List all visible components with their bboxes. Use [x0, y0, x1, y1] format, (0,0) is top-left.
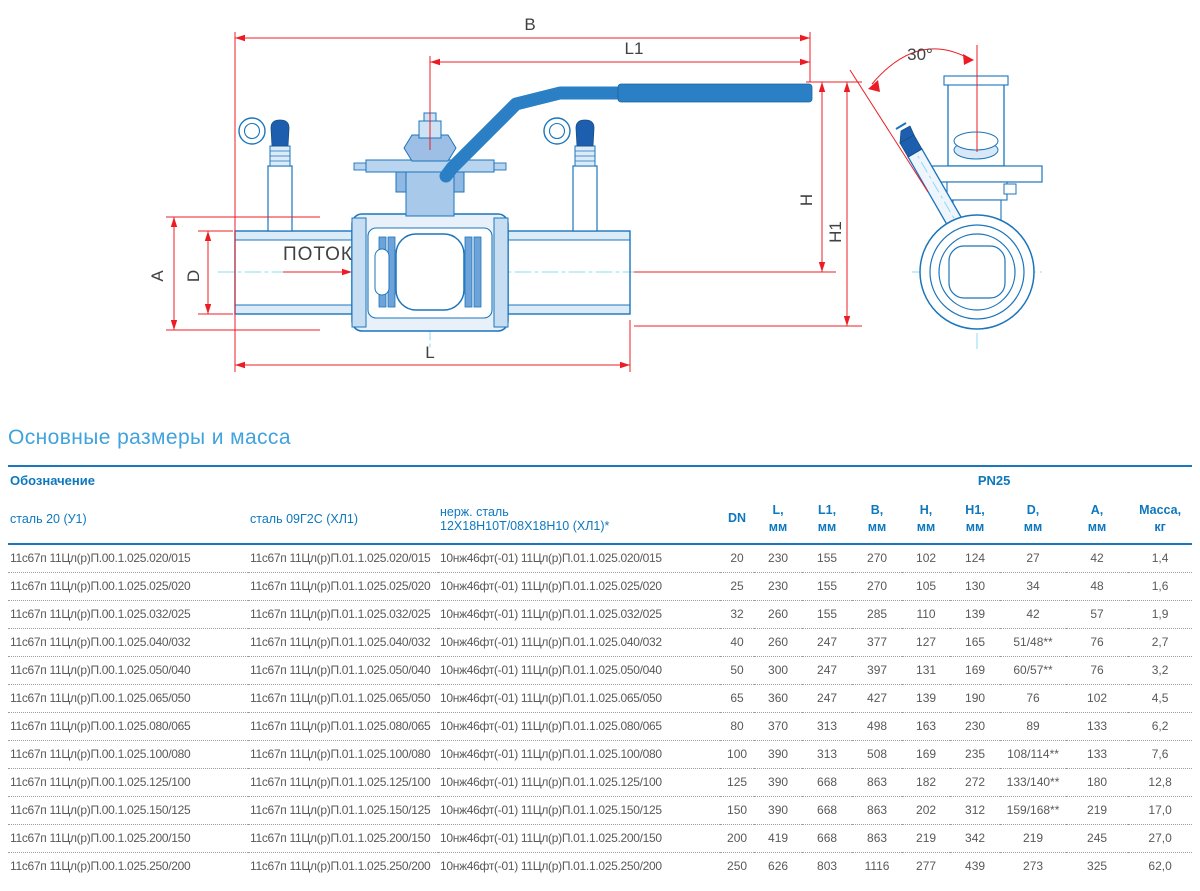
- table-cell: 668: [802, 768, 852, 796]
- table-cell: 131: [902, 656, 950, 684]
- table-cell: 11с67п 11Цл(р)П.00.1.025.250/200: [10, 859, 191, 874]
- table-cell: 10нж46фт(-01) 11Цл(р)П.01.1.025.065/050: [438, 684, 720, 712]
- table-row: [8, 824, 1192, 852]
- flow-label: ПОТОК: [282, 244, 354, 265]
- dim-label-a: A: [148, 270, 167, 282]
- table-group-header-row: [8, 466, 1192, 494]
- table-cell: 11с67п 11Цл(р)П.00.1.025.032/025: [8, 600, 248, 628]
- table-cell: 390: [754, 768, 802, 796]
- table-cell: 11с67п 11Цл(р)П.00.1.025.040/032: [8, 628, 248, 656]
- table-cell: 190: [950, 684, 1000, 712]
- table-cell: 155: [802, 600, 852, 628]
- table-cell: 76: [1066, 656, 1128, 684]
- table-cell: 439: [965, 859, 986, 874]
- table-cell: 12,8: [1128, 768, 1192, 796]
- table-cell: 42: [1066, 544, 1128, 572]
- table-row: [8, 740, 1192, 768]
- table-cell: 803: [817, 859, 838, 874]
- dim-label-d: D: [184, 269, 203, 283]
- table-cell: 11с67п 11Цл(р)П.01.1.025.100/080: [248, 740, 438, 768]
- table-cell: 155: [802, 544, 852, 572]
- table-cell: 273: [1023, 859, 1044, 874]
- table-cell: 127: [902, 628, 950, 656]
- table-cell: 325: [1087, 859, 1108, 874]
- col-header-d: D, мм: [1000, 494, 1066, 544]
- table-cell: 1116: [864, 859, 890, 874]
- col-header-dn: DN: [720, 494, 754, 544]
- table-cell: 370: [754, 712, 802, 740]
- table-cell: 89: [1000, 712, 1066, 740]
- table-cell: 247: [802, 628, 852, 656]
- valve-handle: [446, 84, 812, 176]
- valve-drawing-svg: [0, 0, 1200, 424]
- table-cell: 62,0: [1148, 859, 1172, 874]
- table-cell: 11с67п 11Цл(р)П.00.1.025.125/100: [8, 768, 248, 796]
- table-cell: 250: [727, 859, 748, 874]
- table-cell: 397: [852, 656, 902, 684]
- col-header-h: H, мм: [902, 494, 950, 544]
- table-cell: 10нж46фт(-01) 11Цл(р)П.01.1.025.200/150: [438, 824, 720, 852]
- table-cell: 60/57**: [1000, 656, 1066, 684]
- table-cell: 102: [902, 544, 950, 572]
- table-cell: 11с67п 11Цл(р)П.01.1.025.025/020: [248, 572, 438, 600]
- table-cell: 110: [902, 600, 950, 628]
- table-cell: 313: [802, 712, 852, 740]
- page-title: Основные размеры и масса: [8, 426, 291, 449]
- col-header-stainless: [438, 494, 720, 544]
- table-cell: 76: [1066, 628, 1128, 656]
- table-cell: 390: [754, 796, 802, 824]
- table-cell: 100: [720, 740, 754, 768]
- table-cell: 202: [902, 796, 950, 824]
- col-header-mass: Масса, кг: [1128, 494, 1192, 544]
- table-cell: 626: [768, 859, 789, 874]
- table-row: [8, 796, 1192, 824]
- table-cell: 125: [720, 768, 754, 796]
- table-row: [8, 684, 1192, 712]
- table-cell: 270: [852, 544, 902, 572]
- dim-label-l1: L1: [624, 39, 644, 58]
- table-cell: 863: [852, 768, 902, 796]
- table-cell: 10нж46фт(-01) 11Цл(р)П.01.1.025.040/032: [438, 628, 720, 656]
- table-cell: 10нж46фт(-01) 11Цл(р)П.01.1.025.050/040: [438, 656, 720, 684]
- table-cell: 11с67п 11Цл(р)П.01.1.025.032/025: [248, 600, 438, 628]
- table-cell: 11с67п 11Цл(р)П.01.1.025.080/065: [248, 712, 438, 740]
- table-cell: 11с67п 11Цл(р)П.00.1.025.080/065: [8, 712, 248, 740]
- table-cell: 17,0: [1128, 796, 1192, 824]
- table-cell: 11с67п 11Цл(р)П.01.1.025.250/200: [250, 859, 431, 874]
- table-cell: 11с67п 11Цл(р)П.00.1.025.200/150: [8, 824, 248, 852]
- table-row: [8, 544, 1192, 572]
- table-cell: 133: [1066, 712, 1128, 740]
- table-cell: 10нж46фт(-01) 11Цл(р)П.01.1.025.032/025: [438, 600, 720, 628]
- table-cell: 3,2: [1128, 656, 1192, 684]
- table-row: [8, 768, 1192, 796]
- table-cell: 247: [802, 656, 852, 684]
- table-cell: 10нж46фт(-01) 11Цл(р)П.01.1.025.025/020: [438, 572, 720, 600]
- table-cell: 11с67п 11Цл(р)П.01.1.025.150/125: [248, 796, 438, 824]
- table-cell: 105: [902, 572, 950, 600]
- table-cell: 230: [754, 572, 802, 600]
- table-cell: 40: [720, 628, 754, 656]
- table-cell: 11с67п 11Цл(р)П.01.1.025.125/100: [248, 768, 438, 796]
- table-cell: 7,6: [1128, 740, 1192, 768]
- table-cell: 27: [1000, 544, 1066, 572]
- table-body: [8, 544, 1192, 880]
- table-row: [8, 628, 1192, 656]
- table-cell: 272: [950, 768, 1000, 796]
- table-cell: 163: [902, 712, 950, 740]
- table-cell: 1,4: [1128, 544, 1192, 572]
- col-header-stainless-line1: нерж. сталь: [440, 504, 509, 519]
- table-cell: 1,6: [1128, 572, 1192, 600]
- table-cell: 498: [852, 712, 902, 740]
- table-cell: 48: [1066, 572, 1128, 600]
- valve-technical-drawing: [0, 0, 1200, 424]
- col-header-l: L, мм: [754, 494, 802, 544]
- table-column-header-row: [8, 494, 1192, 544]
- table-cell: 11с67п 11Цл(р)П.00.1.025.020/015: [8, 544, 248, 572]
- table-cell: 108/114**: [1000, 740, 1066, 768]
- table-cell: 10нж46фт(-01) 11Цл(р)П.01.1.025.020/015: [438, 544, 720, 572]
- table-cell: 285: [852, 600, 902, 628]
- col-header-a: A, мм: [1066, 494, 1128, 544]
- col-header-stainless-line2: 12Х18Н10Т/08Х18Н10 (ХЛ1)*: [440, 518, 610, 533]
- table-cell: 427: [852, 684, 902, 712]
- table-cell: 130: [950, 572, 1000, 600]
- table-cell: 139: [902, 684, 950, 712]
- table-cell: 20: [720, 544, 754, 572]
- table-cell: 10нж46фт(-01) 11Цл(р)П.01.1.025.250/200: [440, 859, 662, 874]
- table-cell: 27,0: [1128, 824, 1192, 852]
- table-cell: 139: [950, 600, 1000, 628]
- pn-group-header: PN25: [977, 473, 1011, 488]
- table-cell: 150: [720, 796, 754, 824]
- table-cell: 124: [950, 544, 1000, 572]
- table-cell: 260: [754, 600, 802, 628]
- table-cell: 312: [950, 796, 1000, 824]
- table-cell: 200: [720, 824, 754, 852]
- table-cell: 10нж46фт(-01) 11Цл(р)П.01.1.025.080/065: [438, 712, 720, 740]
- table-cell: 342: [950, 824, 1000, 852]
- dimensions-table: [8, 465, 1192, 880]
- table-cell: 668: [802, 824, 852, 852]
- col-header-steel09g2s: сталь 09Г2С (ХЛ1): [248, 494, 438, 544]
- table-cell: 11с67п 11Цл(р)П.00.1.025.025/020: [8, 572, 248, 600]
- table-cell: 25: [720, 572, 754, 600]
- table-cell: 76: [1000, 684, 1066, 712]
- table-cell: 1,9: [1128, 600, 1192, 628]
- table-cell: 57: [1066, 600, 1128, 628]
- table-cell: 34: [1000, 572, 1066, 600]
- table-cell: 4,5: [1128, 684, 1192, 712]
- table-cell: 11с67п 11Цл(р)П.00.1.025.100/080: [8, 740, 248, 768]
- table-cell: 863: [852, 796, 902, 824]
- table-cell: 219: [902, 824, 950, 852]
- col-header-h1: H1, мм: [950, 494, 1000, 544]
- table-cell: 11с67п 11Цл(р)П.01.1.025.040/032: [248, 628, 438, 656]
- table-cell: 182: [902, 768, 950, 796]
- table-cell: 169: [950, 656, 1000, 684]
- table-cell: 180: [1066, 768, 1128, 796]
- table-cell: 219: [1000, 824, 1066, 852]
- table-cell: 11с67п 11Цл(р)П.00.1.025.065/050: [8, 684, 248, 712]
- table-cell: 300: [754, 656, 802, 684]
- table-cell: 10нж46фт(-01) 11Цл(р)П.01.1.025.150/125: [438, 796, 720, 824]
- col-header-l1: L1, мм: [802, 494, 852, 544]
- table-cell: 133/140**: [1000, 768, 1066, 796]
- table-row: [8, 600, 1192, 628]
- table-cell: 51/48**: [1000, 628, 1066, 656]
- table-cell: 863: [852, 824, 902, 852]
- drain-valve-right: [544, 118, 597, 231]
- table-row: [8, 656, 1192, 684]
- table-cell: 11с67п 11Цл(р)П.01.1.025.200/150: [248, 824, 438, 852]
- table-cell: 11с67п 11Цл(р)П.00.1.025.050/040: [8, 656, 248, 684]
- table-cell: 235: [950, 740, 1000, 768]
- table-cell: 6,2: [1128, 712, 1192, 740]
- table-row: [8, 712, 1192, 740]
- table-cell: 508: [852, 740, 902, 768]
- table-cell: 133: [1066, 740, 1128, 768]
- table-cell: 390: [754, 740, 802, 768]
- dim-label-h1: H1: [826, 221, 845, 243]
- table-cell: 50: [720, 656, 754, 684]
- side-view: [896, 76, 1042, 350]
- table-cell: 11с67п 11Цл(р)П.00.1.025.150/125: [8, 796, 248, 824]
- table-cell: 360: [754, 684, 802, 712]
- table-cell: 169: [902, 740, 950, 768]
- table-cell: 155: [802, 572, 852, 600]
- dim-label-l: L: [425, 343, 435, 362]
- table-cell: 11с67п 11Цл(р)П.01.1.025.020/015: [248, 544, 438, 572]
- table-cell: 11с67п 11Цл(р)П.01.1.025.065/050: [248, 684, 438, 712]
- table-cell: 277: [916, 859, 937, 874]
- table-row: [8, 852, 1192, 880]
- table-cell: 2,7: [1128, 628, 1192, 656]
- table-cell: 165: [950, 628, 1000, 656]
- table-cell: 245: [1066, 824, 1128, 852]
- table-cell: 65: [720, 684, 754, 712]
- table-cell: 219: [1066, 796, 1128, 824]
- table-cell: 419: [754, 824, 802, 852]
- table-cell: 313: [802, 740, 852, 768]
- table-cell: 10нж46фт(-01) 11Цл(р)П.01.1.025.125/100: [438, 768, 720, 796]
- table-cell: 668: [802, 796, 852, 824]
- col-header-b: B, мм: [852, 494, 902, 544]
- dim-label-h: H: [797, 193, 816, 207]
- table-cell: 230: [754, 544, 802, 572]
- dim-label-b: B: [524, 15, 536, 34]
- table-row: [8, 572, 1192, 600]
- col-header-steel20: сталь 20 (У1): [8, 494, 248, 544]
- drain-valve-left: [239, 118, 292, 231]
- table-cell: 247: [802, 684, 852, 712]
- table-cell: 102: [1066, 684, 1128, 712]
- table-cell: 230: [950, 712, 1000, 740]
- designation-group-header: Обозначение: [10, 473, 95, 488]
- table-cell: 260: [754, 628, 802, 656]
- table-cell: 42: [1000, 600, 1066, 628]
- table-cell: 80: [720, 712, 754, 740]
- table-cell: 11с67п 11Цл(р)П.01.1.025.050/040: [248, 656, 438, 684]
- table-cell: 377: [852, 628, 902, 656]
- main-view: [218, 84, 812, 348]
- table-cell: 270: [852, 572, 902, 600]
- table-cell: 159/168**: [1000, 796, 1066, 824]
- angle-label: 30°: [907, 45, 933, 64]
- table-cell: 10нж46фт(-01) 11Цл(р)П.01.1.025.100/080: [438, 740, 720, 768]
- table-cell: 32: [720, 600, 754, 628]
